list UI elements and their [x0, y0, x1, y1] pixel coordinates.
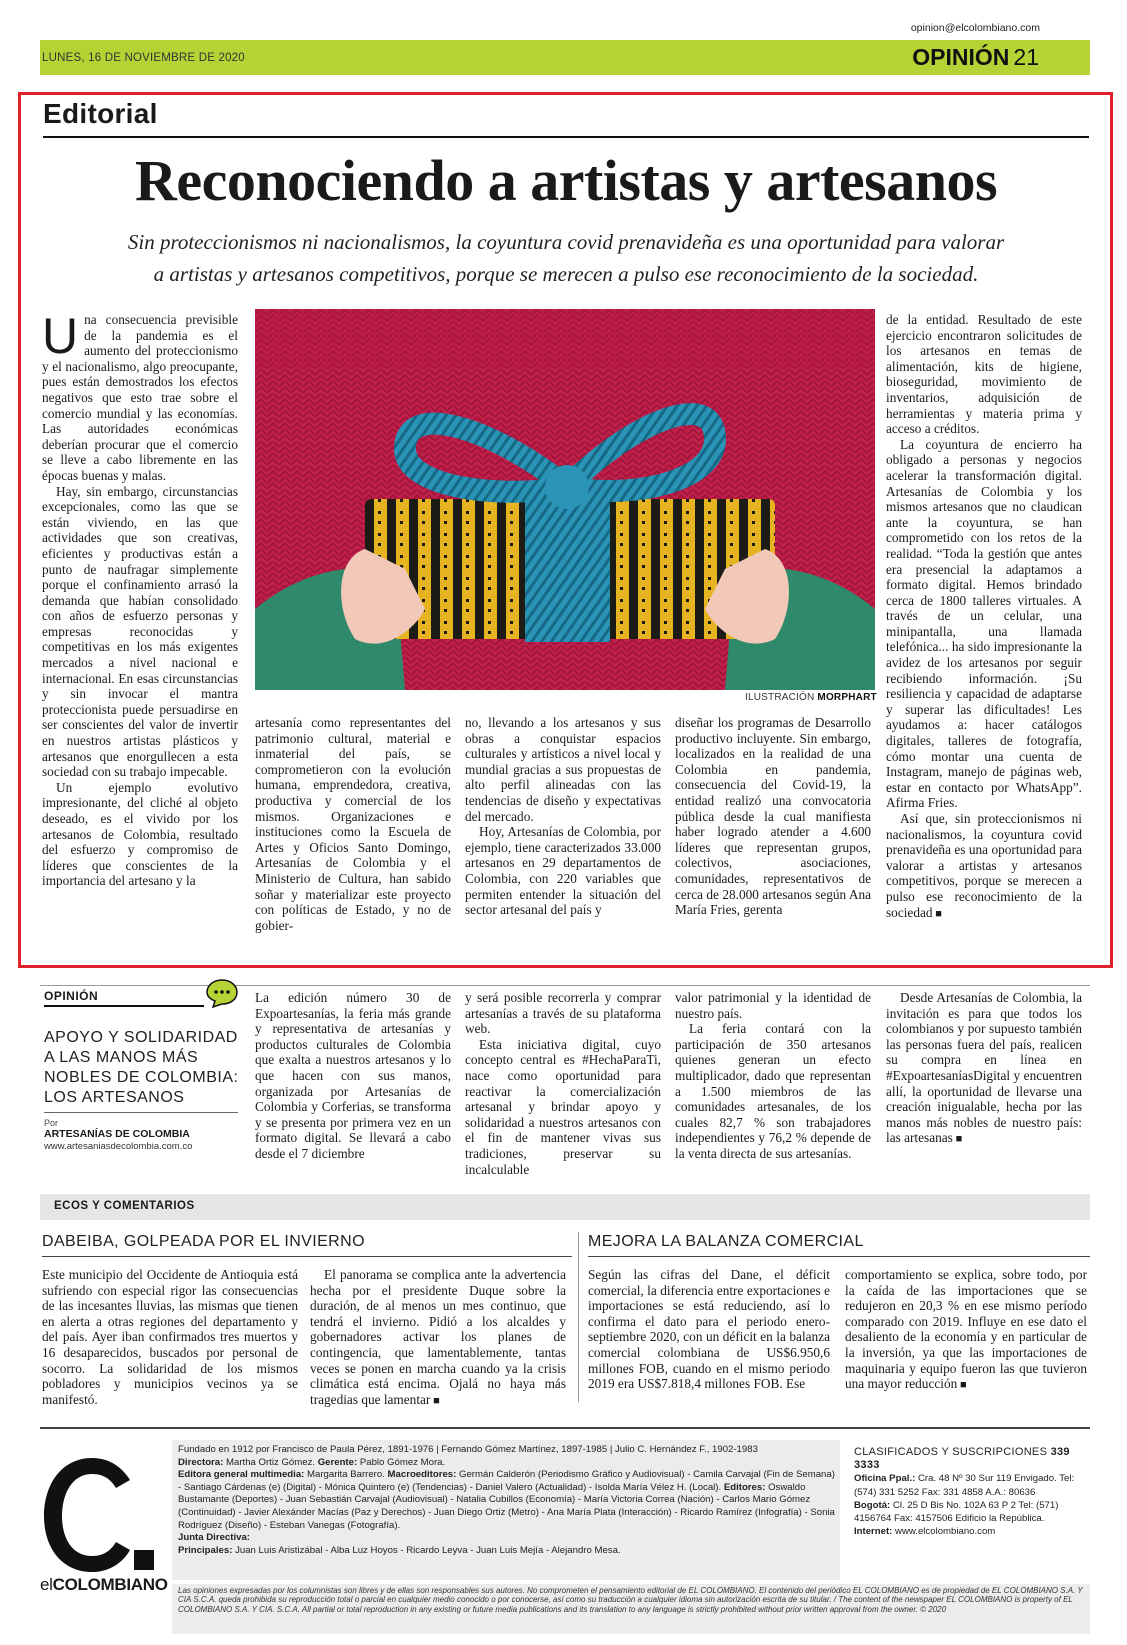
- editors-block: Editora general multimedia: Margarita Barrero. Macroeditores: Germán Calderón (Periodismo Gráfico y Audiovisual) - Camila Carvajal (Fin de Semana) - Santiago Cárdenas (e) (Digital) - Mónica Quintero (e) (Tendencias) - Daniel Valero (Actualidad) - Isolda María Vélez H. (Local). Editores: Oswaldo Bustamante (Deportes) - Juan Sebastián Carvajal (Audiovisual) - Natalia Cubillos (Economía) - María Victoria Correa (Nación) - Carlos Mario Gómez (Continuidad) - Javier Alexánder Macías (Paz y Derechos) - Juan Diego Ortiz (Metro) - Ana María Plata (Interacción) - Ricardo Ramírez (Infografía) - Sonia Rodríguez (Diseño) - Esteban Vanegas (Fotografía).: [178, 1469, 835, 1531]
- opinion-author: ARTESANÍAS DE COLOMBIA: [44, 1128, 190, 1140]
- paragraph: diseñar los programas de Desarrollo productivo incluyente. Sin embargo, localizados en la realidad de una Colombia en pandemia, consecuencia del Covid-19, la entidad realizó una convocatoria pública desde la cual manifiesta haber logrado atender a 4.600 líderes que representan grupos, colectivos, asociaciones, comunidades, representativos de cerca de 28.000 artesanos según Ana María Fries, gerenta: [675, 715, 871, 918]
- opinion-column-2: [465, 990, 661, 1177]
- kicker-rule: [43, 136, 1089, 138]
- editorial-column-1: [42, 308, 238, 889]
- footer-rule: [40, 1427, 1090, 1429]
- ecos-item-2-column-2: [845, 1267, 1087, 1394]
- paragraph: Desde Artesanías de Colombia, la invitación es para que todos los colombianos y por supuesto también las personas fuera del país, realicen su compra en línea en #ExpoartesaníasDigital y encuentren allí, la oportunidad de llevarse una creación inigualable, hecha por las manos más nobles de nuestro país: las artesanas ■: [886, 990, 1082, 1148]
- paragraph: Así que, sin proteccionismos ni nacionalismos, la coyuntura covid prenavideña es una oportunidad para valorar a artistas y artesanos competitivos, porque se merecen a pulso ese reconocimiento de la sociedad ■: [886, 811, 1082, 922]
- main-office: Oficina Ppal.: Cra. 48 Nº 30 Sur 119 Envigado. Tel: (574) 331 5252 Fax: 331 4858 A.A.: 80636: [854, 1473, 1075, 1498]
- directors-line: Directora: Martha Ortiz Gómez. Gerente: Pablo Gómez Mora.: [178, 1456, 446, 1468]
- ecos-item-2-column-1: [588, 1267, 830, 1392]
- internet-line: Internet: www.elcolombiano.com: [854, 1526, 996, 1538]
- el-colombiano-logo: [38, 1439, 158, 1576]
- editorial-column-4: [675, 715, 871, 918]
- section-divider: [40, 985, 1090, 986]
- page-number: 21: [1013, 44, 1039, 70]
- paragraph: Un ejemplo evolutivo impresionante, del cliché al objeto deseado, es el vivido por los artesanos de Colombia, resultado del esfuerzo y compromiso de líderes que conscientes de la importancia del artesano y la: [42, 779, 238, 889]
- illustration-credit: ILUSTRACIÓN MORPHART: [745, 692, 877, 703]
- ecos-item-1-column-2: [310, 1267, 566, 1409]
- classifieds-title: CLASIFICADOS Y SUSCRIPCIONES 339 3333: [854, 1446, 1070, 1472]
- paragraph: La coyuntura de encierro ha obligado a personas y negocios acelerar la transformación digital. Artesanías de Colombia y los mismos artesanos que no claudican ante la coyuntura, se han comprometido con los retos de la realidad. “Toda la gestión que antes era presencial la adaptamos a formato digital. Hemos brindado cerca de 1800 talleres virtuales. A través de un celular, una minipantalla, una llamada telefónica... ha sido impresionante la avidez de los artesanos por seguir recibiendo información. ¡Su resiliencia y capacidad de adaptarse y superar las dificultades! Les ayudamos a: hacer catálogos digitales, talleres de fotografía, cómo montar una cuenta de Instagram, manejo de páginas web, estar en contacto por WhatsApp”. Afirma Fries.: [886, 436, 1082, 811]
- standfirst-line-2: a artistas y artesanos competitivos, porque se merecen a pulso ese reconocimiento de la sociedad.: [153, 262, 979, 286]
- paragraph: comportamiento se explica, sobre todo, por la caída de las importaciones que se redujeron en 20,3 % en ese mismo período comparado con 2019. Influye en ese dato el desaliento de la economía y en particular de la inversión, ya que las importaciones de maquinaria y equipo fueron las que tuvieron una mayor reducción ■: [845, 1267, 1087, 1394]
- ecos-column-separator: [578, 1232, 579, 1402]
- paragraph: Este municipio del Occidente de Antioquia está sufriendo con especial rigor las consecuencias de las incesantes lluvias, las mismas que tienen en alerta a otras regiones del departamento y del país. Ayer iban confirmados tres muertos y 16 desaparecidos, buscados por personal de socorro. La solidaridad de los mismos pobladores y municipios vecinos ya se manifestó.: [42, 1267, 298, 1407]
- opinion-title-rule: [44, 1112, 238, 1113]
- editorial-standfirst: [50, 226, 1082, 290]
- opinion-column-4: [886, 990, 1082, 1148]
- opinion-column-1: [255, 990, 451, 1162]
- paragraph: Hoy, Artesanías de Colombia, por ejemplo, tiene caracterizados 33.000 artesanos en 29 departamentos de Colombia, con 220 variables que permiten entender la situación del sector artesanal del país y: [465, 824, 661, 918]
- junta-line: Junta Directiva:: [178, 1532, 250, 1544]
- opinion-website: www.artesaniasdecolombia.com.co: [44, 1141, 193, 1152]
- paragraph: de la entidad. Resultado de este ejercicio encontraron solicitudes de los artesanos en temas de alimentación, kits de higiene, bioseguridad, movimiento de inventarios, adquisición de herramientas y materia prima y acceso a créditos.: [886, 312, 1082, 437]
- paragraph: y será posible recorrerla y comprar artesanías a través de su plataforma web.: [465, 990, 661, 1037]
- editorial-column-3: [465, 715, 661, 918]
- opinion-column-3: [675, 990, 871, 1162]
- drop-cap: U: [42, 308, 79, 364]
- paragraph: El panorama se complica ante la advertencia hecha por el presidente Duque sobre la duración, de al menos un mes continuo, que tendrá el invierno. Pidió a los alcaldes y gobernadores activar los planes de contingencia, que lamentablemente, tantas veces se ponen en marcha cuando ya la crisis climática está encima. Ojalá no haya más tragedias que lamentar ■: [310, 1267, 566, 1409]
- editorial-column-2: [255, 715, 451, 933]
- ecos-item-1-column-1: [42, 1267, 298, 1407]
- paragraph: Hay, sin embargo, circunstancias excepcionales, como las que se están viviendo, en las que actividades que son creativas, eficientes y productivas están a punto de naufragar simplemente porque el confinamiento arrasó la demanda que habían consolidado con años de esfuerzo personas y empresas reconocidas y competitivas en los más exigentes mercados a nivel nacional e internacional. En esas circunstancias y sin invocar el mantra proteccionista puede persuadirse en ser conscientes del valor de invertir en nuestros artistas plásticos y artesanos que enorgullecen a esta sociedad con su trabajo impecable.: [42, 483, 238, 780]
- ecos-label: ECOS Y COMENTARIOS: [54, 1200, 195, 1212]
- ecos-item-1-title: DABEIBA, GOLPEADA POR EL INVIERNO: [42, 1233, 365, 1250]
- bogota-office: Bogotá: Cl. 25 D Bis No. 102A 63 P 2 Tel: (571) 4156764 Fax: 4157506 Edificio la República.: [854, 1499, 1059, 1525]
- standfirst-line-1: Sin proteccionismos ni nacionalismos, la coyuntura covid prenavideña es una oportunidad para valorar: [127, 230, 1005, 254]
- gift-illustration: [255, 309, 875, 690]
- founded-line: Fundado en 1912 por Francisco de Paula Pérez, 1891-1976 | Fernando Gómez Martínez, 1897-1985 | Julio C. Hernández F., 1902-1983: [178, 1444, 758, 1455]
- section-title: [912, 44, 1039, 71]
- paragraph: Esta iniciativa digital, cuyo concepto central es #HechaParaTi, nace como oportunidad para reactivar la comercialización artesanal y brindar apoyo y solidaridad a nuestros artesanos con el fin de mantener vivas sus tradiciones, preservar su incalculable: [465, 1036, 661, 1177]
- svg-text:C.: C.: [38, 1439, 53, 1456]
- classifieds-info: [854, 1446, 1090, 1538]
- opinion-label-rule: [44, 1005, 204, 1007]
- editorial-kicker: Editorial: [43, 98, 158, 129]
- ecos-item-2-title: MEJORA LA BALANZA COMERCIAL: [588, 1233, 864, 1250]
- paragraph: no, llevando a los artesanos y sus obras a conquistar espacios culturales y artísticos a nivel local y mundial gracias a sus propuestas de alto perfil alineadas con las tendencias de diseño y expectativas del mercado.: [465, 715, 661, 824]
- header-email: opinion@elcolombiano.com: [910, 22, 1040, 34]
- ecos-header-bar: [40, 1194, 1090, 1220]
- opinion-label: OPINIÓN: [44, 989, 99, 1003]
- paragraph: Según las cifras del Dane, el déficit comercial, la diferencia entre exportaciones e importaciones se está reduciendo, así lo confirma el dato para el periodo enero-septiembre 2020, con un déficit en la balanza comercial colombiana de US$6.950,6 millones FOB, cuando en el mismo periodo 2019 era US$7.818,4 millones FOB. Ese: [588, 1267, 830, 1392]
- paragraph: La edición número 30 de Expoartesanías, la feria más grande y representativa de artesanías y productos culturales de Colombia que exalta a nuestros artesanos y lo que hacen con sus manos, organizada por Artesanías de Colombia y Corferias, se transforma y se presenta por primera vez en un formato digital. Se llevará a cabo desde el 7 diciembre: [255, 990, 451, 1161]
- masthead-credits: [178, 1444, 838, 1557]
- el-colombiano-wordmark: elCOLOMBIANO: [40, 1575, 168, 1594]
- editorial-column-5: [886, 312, 1082, 922]
- edition-date: LUNES, 16 DE NOVIEMBRE DE 2020: [42, 52, 245, 64]
- ecos-item-2-rule: [588, 1256, 1090, 1257]
- paragraph: artesanía como representantes del patrimonio cultural, material e inmaterial del país, se comprometieron con la evolución humana, emprendedora, creativa, productiva y comercial de los mismos. Organizaciones e instituciones como la Escuela de Artes y Oficios Santo Domingo, Artesanías de Colombia y el Ministerio de Cultura, han sabido soñar y materializar este proyecto con políticas de Estado, y no de gobier-: [255, 715, 451, 933]
- opinion-title: APOYO Y SOLIDARIDAD A LAS MANOS MÁS NOBLES DE COLOMBIA: LOS ARTESANOS: [44, 1029, 239, 1106]
- paragraph: La feria contará con la participación de 350 artesanos quienes generan un efecto multiplicador, dado que representan a 1.500 miembros de las comunidades artesanales, de los cuales 82,7 % son trabajadores independientes y 76,2 % depende de la venta directa de sus artesanías.: [675, 1021, 871, 1161]
- speech-bubble-icon: [205, 978, 239, 1008]
- paragraph: Una consecuencia previsible de la pandemia es el aumento del proteccionismo y el nacionalismo, algo preocupante, pues están demostrados los efectos negativos que esto trae sobre el comercio mundial y las economías. Las autoridades económicas deberían procurar que el comercio se lleve a cabo libremente en las épocas buenas y malas.: [42, 308, 238, 483]
- editorial-headline: Reconociendo a artistas y artesanos: [134, 148, 998, 213]
- principales-line: Principales: Juan Luis Aristizábal - Alba Luz Hoyos - Ricardo Leyva - Juan Luis Mejía - Alejandro Mesa.: [178, 1544, 621, 1556]
- section-name: OPINIÓN: [912, 44, 1010, 70]
- paragraph: valor patrimonial y la identidad de nuestro país.: [675, 990, 871, 1021]
- ecos-item-1-rule: [42, 1256, 572, 1257]
- legal-notice: Las opiniones expresadas por los columnistas son libres y de ellas son responsables sus autores. No comprometen el pensamiento editorial de EL COLOMBIANO. El contenido del periódico EL COLOMBIANO es de propiedad de EL COLOMBIANO S.A. Y CIA S.C.A. queda prohibida su reproducción total o parcial en cualquier medio conocido o por conocerse, así como su traducción a cualquier idioma sin autorización escrita de su titular. / The content of the newspaper EL COLOMBIANO is property of EL COLOMBIANO S.A. Y CIA. S.C.A. All partial or total reproduction in any existing or future media publications and its translation to any language is strictly prohibited without prior written approval from the owner. © 2020: [178, 1586, 1083, 1614]
- byline-por: Por: [44, 1118, 59, 1128]
